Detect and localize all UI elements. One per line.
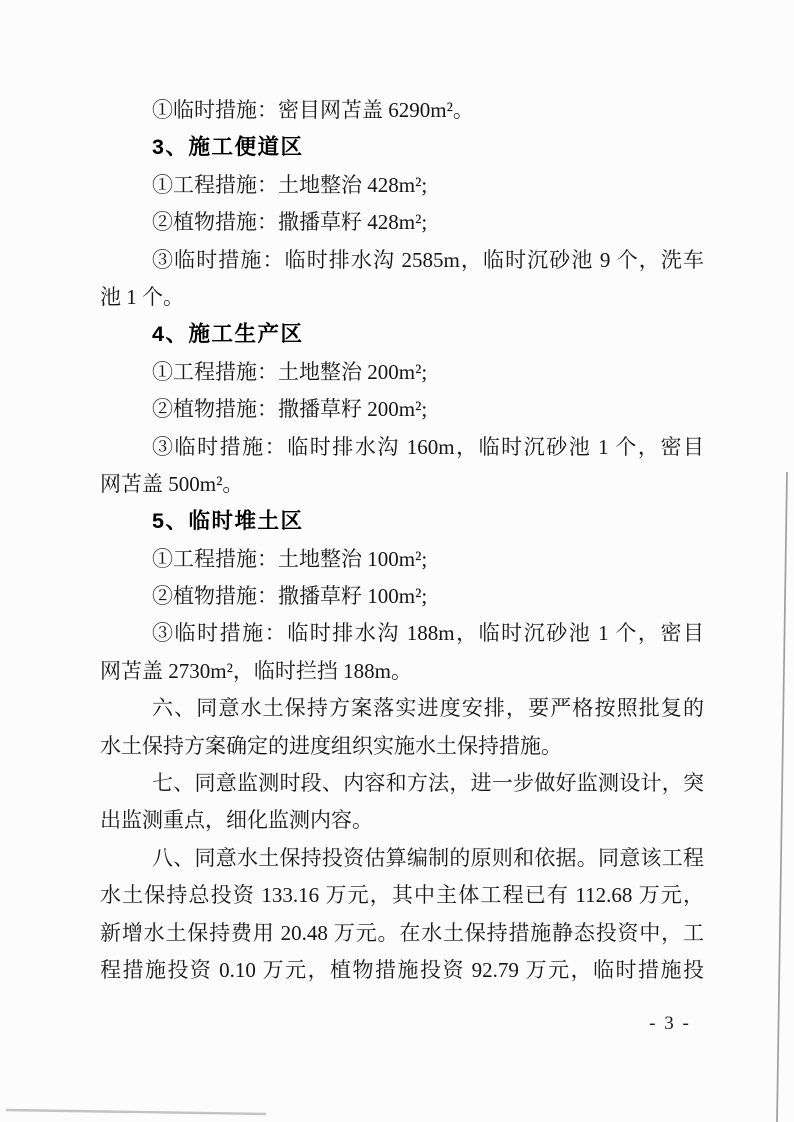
text-line: 水土保持方案确定的进度组织实施水土保持措施。 — [100, 733, 562, 758]
text-line: 出监测重点，细化监测内容。 — [100, 808, 373, 833]
text-line: 网苫盖 2730m²，临时拦挡 188m。 — [100, 658, 412, 683]
section-heading: 4、施工生产区 — [152, 322, 304, 347]
text-line: ③临时措施：临时排水沟 160m，临时沉砂池 1 个，密目 — [152, 434, 704, 459]
text-line: ②植物措施：撒播草籽 200m²; — [152, 397, 428, 422]
text-line: ②植物措施：撒播草籽 100m²; — [152, 584, 428, 609]
text-line: 新增水土保持费用 20.48 万元。在水土保持措施静态投资中，工 — [100, 920, 704, 945]
text-line: 池 1 个。 — [100, 284, 184, 309]
text-line: ①工程措施：土地整治 428m²; — [152, 172, 428, 197]
scan-edge-line-right — [777, 472, 787, 1122]
document-body — [100, 92, 704, 989]
text-line: 六、同意水土保持方案落实进度安排，要严格按照批复的 — [152, 696, 704, 721]
text-line: 网苫盖 500m²。 — [100, 471, 244, 496]
text-line: 八、同意水土保持投资估算编制的原则和依据。同意该工程 — [152, 845, 704, 870]
text-line: ③临时措施：临时排水沟 2585m，临时沉砂池 9 个，洗车 — [152, 247, 704, 272]
text-line: 水土保持总投资 133.16 万元，其中主体工程已有 112.68 万元， — [100, 883, 704, 908]
text-line: ①工程措施：土地整治 200m²; — [152, 359, 428, 384]
section-heading: 5、临时堆土区 — [152, 509, 304, 534]
text-line: ①工程措施：土地整治 100m²; — [152, 546, 428, 571]
text-line: ②植物措施：撒播草籽 428m²; — [152, 210, 428, 235]
page-number: - 3 - — [649, 1013, 691, 1034]
text-line: ③临时措施：临时排水沟 188m，临时沉砂池 1 个，密目 — [152, 621, 704, 646]
section-heading: 3、施工便道区 — [152, 135, 304, 160]
text-line: ①临时措施：密目网苫盖 6290m²。 — [152, 98, 474, 122]
scan-edge-line-bottom — [6, 1110, 266, 1114]
text-line: 程措施投资 0.10 万元，植物措施投资 92.79 万元，临时措施投 — [100, 957, 704, 982]
text-line: 七、同意监测时段、内容和方法，进一步做好监测设计，突 — [152, 771, 704, 796]
